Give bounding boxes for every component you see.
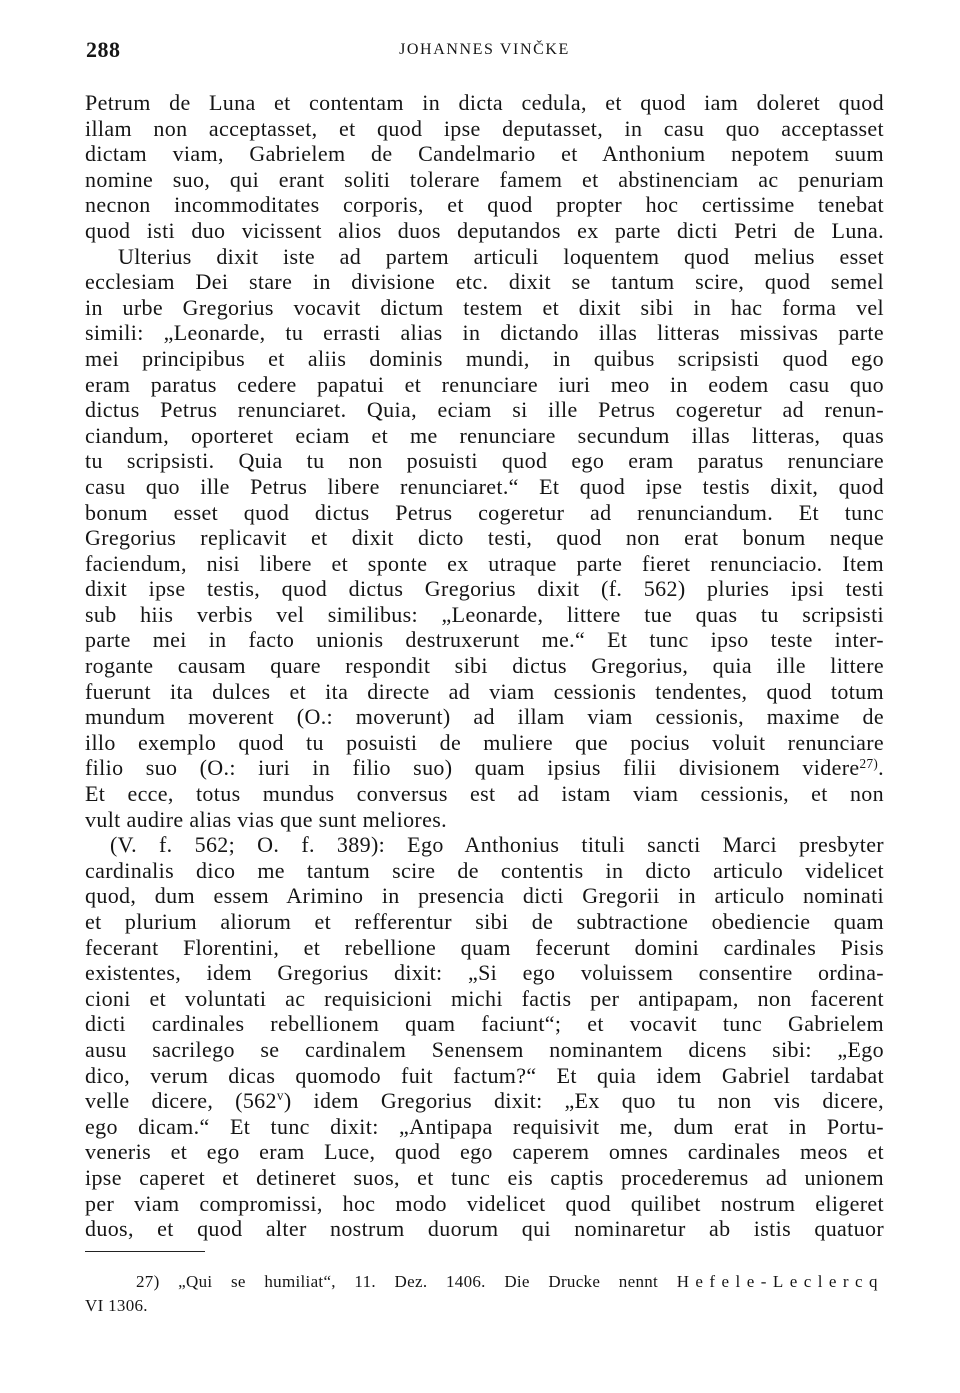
body-line: in urbe Gregorius vocavit dictum testem et dixit sibi in hac forma vel [85, 294, 884, 320]
body-line: ausu sacrilego se cardinalem Senensem nominantem dicens sibi: „Ego [85, 1036, 884, 1062]
footnote-marker: 27) [136, 1272, 160, 1291]
body-line: tu scripsisti. Quia tu non posuisti quod ego eram paratus renunciare [85, 448, 884, 474]
footnote-text: „Qui se humiliat“, 11. Dez. 1406. Die Drucke nennt [178, 1272, 659, 1291]
body-line: quod, dum essem Arimino in presencia dicti Gregorii in articulo nominati [85, 883, 884, 909]
body-line: Ulterius dixit iste ad partem articuli loquentem quod melius esset [118, 243, 884, 269]
line-text: . [878, 755, 884, 781]
body-line: Petrum de Luna et contentam in dicta cedula, et quod iam doleret quod [85, 90, 884, 115]
body-line: illam non acceptasset, et quod ipse deputasset, in casu quo acceptasset [85, 115, 884, 141]
body-line: dicti cardinales rebellionem quam faciunt“; et vocavit tunc Gabrielem [85, 1011, 884, 1037]
line-text: filio suo (O.: iuri in filio suo) quam ipsius filii divisionem videre [85, 755, 860, 781]
body-line: fuerunt ita dulces et ita directe ad viam cessionis tendentes, quod totum [85, 678, 884, 704]
body-line [85, 1088, 884, 1114]
body-line: bonum esset quod dictus Petrus cogeretur ad renunciandum. Et tunc [85, 499, 884, 525]
footnote-line [85, 1270, 884, 1294]
body-line: simili: „Leonarde, tu errasti alias in dictando illas litteras missivas parte [85, 320, 884, 346]
body-line: dictus Petrus renunciaret. Quia, eciam si ille Petrus cogeretur ad renun- [85, 397, 884, 423]
body-line: per viam compromissi, hoc modo videlicet quod quilibet nostrum eligeret [85, 1190, 884, 1216]
footnote-reference: 27) [859, 755, 879, 771]
body-line: existentes, idem Gregorius dixit: „Si ego voluissem consentire ordina- [85, 960, 884, 986]
body-line: duos, et quod alter nostrum duorum qui nominaretur ab istis quatuor [85, 1216, 884, 1242]
body-line: quod isti duo vicissent alios duos deputandos ex parte dicti Petri de Luna. [85, 217, 884, 243]
body-line: vult audire alias vias que sunt meliores. [85, 806, 447, 832]
body-line: illo exemplo quod tu posuisti de muliere que pocius voluit renunciare [85, 729, 884, 755]
body-line [85, 755, 884, 781]
page-header [85, 36, 884, 64]
body-line: nomine suo, qui erant soliti tolerare famem et abstinenciam ac penuriam [85, 166, 884, 192]
body-text [85, 90, 884, 1242]
line-text: velle dicere, (562 [85, 1088, 277, 1114]
body-line: casu quo ille Petrus libere renunciaret.“ Et quod ipse testis dixit, quod [85, 473, 884, 499]
footnote-separator [85, 1251, 205, 1252]
body-line: cardinalis dico me tantum scire de contentis in dicto articulo videlicet [85, 857, 884, 883]
body-line: Et ecce, totus mundus conversus est ad istam viam cessionis, et non [85, 781, 884, 807]
folio-verso-mark: v [276, 1088, 284, 1104]
body-line: mei principibus et aliis dominis mundi, in quibus scripsisti quod ego [85, 345, 884, 371]
body-line: ecclesiam Dei stare in divisione etc. dixit se tantum scire, quod semel [85, 269, 884, 295]
body-line: veneris et ego eram Luce, quod ego caperem omnes cardinales meos et [85, 1139, 884, 1165]
body-line: rogante causam quare respondit sibi dictus Gregorius, quia ille littere [85, 653, 884, 679]
running-title: JOHANNES VINČKE [399, 41, 570, 58]
footnote [85, 1270, 884, 1318]
body-line: ipse caperet et detineret suos, et tunc eis captis procederemus ad unionem [85, 1164, 884, 1190]
body-line: et plurium aliorum et refferentur sibi de subtractione obediencie quam [85, 909, 884, 934]
body-line: ciandum, oporteret eciam et me renunciare secundum illas litteras, quas [85, 422, 884, 448]
body-line: dico, verum dicas quomodo fuit factum?“ Et quia idem Gabriel tardabat [85, 1062, 884, 1088]
body-line: dictam viam, Gabrielem de Candelmario et Anthonium nepotem suum [85, 141, 884, 167]
footnote-author-spaced: Hefele-Leclercq [676, 1272, 884, 1291]
body-line: Gregorius replicavit et dixit dicto testi, quod non erat bonum neque [85, 525, 884, 551]
page-number: 288 [86, 37, 121, 62]
body-line: eram paratus cedere papatui et renunciare iuri meo in eodem casu quo [85, 371, 884, 397]
body-line: dixit ipse testis, quod dictus Gregorius dixit (f. 562) pluries ipsi testi [85, 576, 884, 602]
body-line: faciendum, nisi libere et sponte ex utraque parte fieret renunciacio. Item [85, 550, 884, 576]
body-line: mundum moverent (O.: moverunt) ad illam viam cessionis, maxime de [85, 704, 884, 730]
body-line: fecerant Florentini, et rebellione quam fecerunt domini cardinales Pisis [85, 934, 884, 960]
body-line: sub hiis verbis vel similibus: „Leonarde, littere tue quas tu scripsisti [85, 601, 884, 627]
line-text: ) idem Gregorius dixit: „Ex quo tu non vis dicere, [283, 1088, 884, 1114]
footnote-line: VI 1306. [85, 1296, 148, 1315]
body-line: (V. f. 562; O. f. 389): Ego Anthonius tituli sancti Marci presbyter [110, 832, 884, 858]
body-line: necnon incommoditates corporis, et quod propter hoc certissime tenebat [85, 192, 884, 218]
body-line: ego dicam.“ Et tunc dixit: „Antipapa requisivit me, dum erat in Portu- [85, 1113, 884, 1139]
body-line: cioni et voluntati ac requisicioni michi factis per antipapam, non facerent [85, 985, 884, 1011]
body-line: parte mei in facto unionis destruxerunt me.“ Et tunc ipso teste inter- [85, 627, 884, 653]
